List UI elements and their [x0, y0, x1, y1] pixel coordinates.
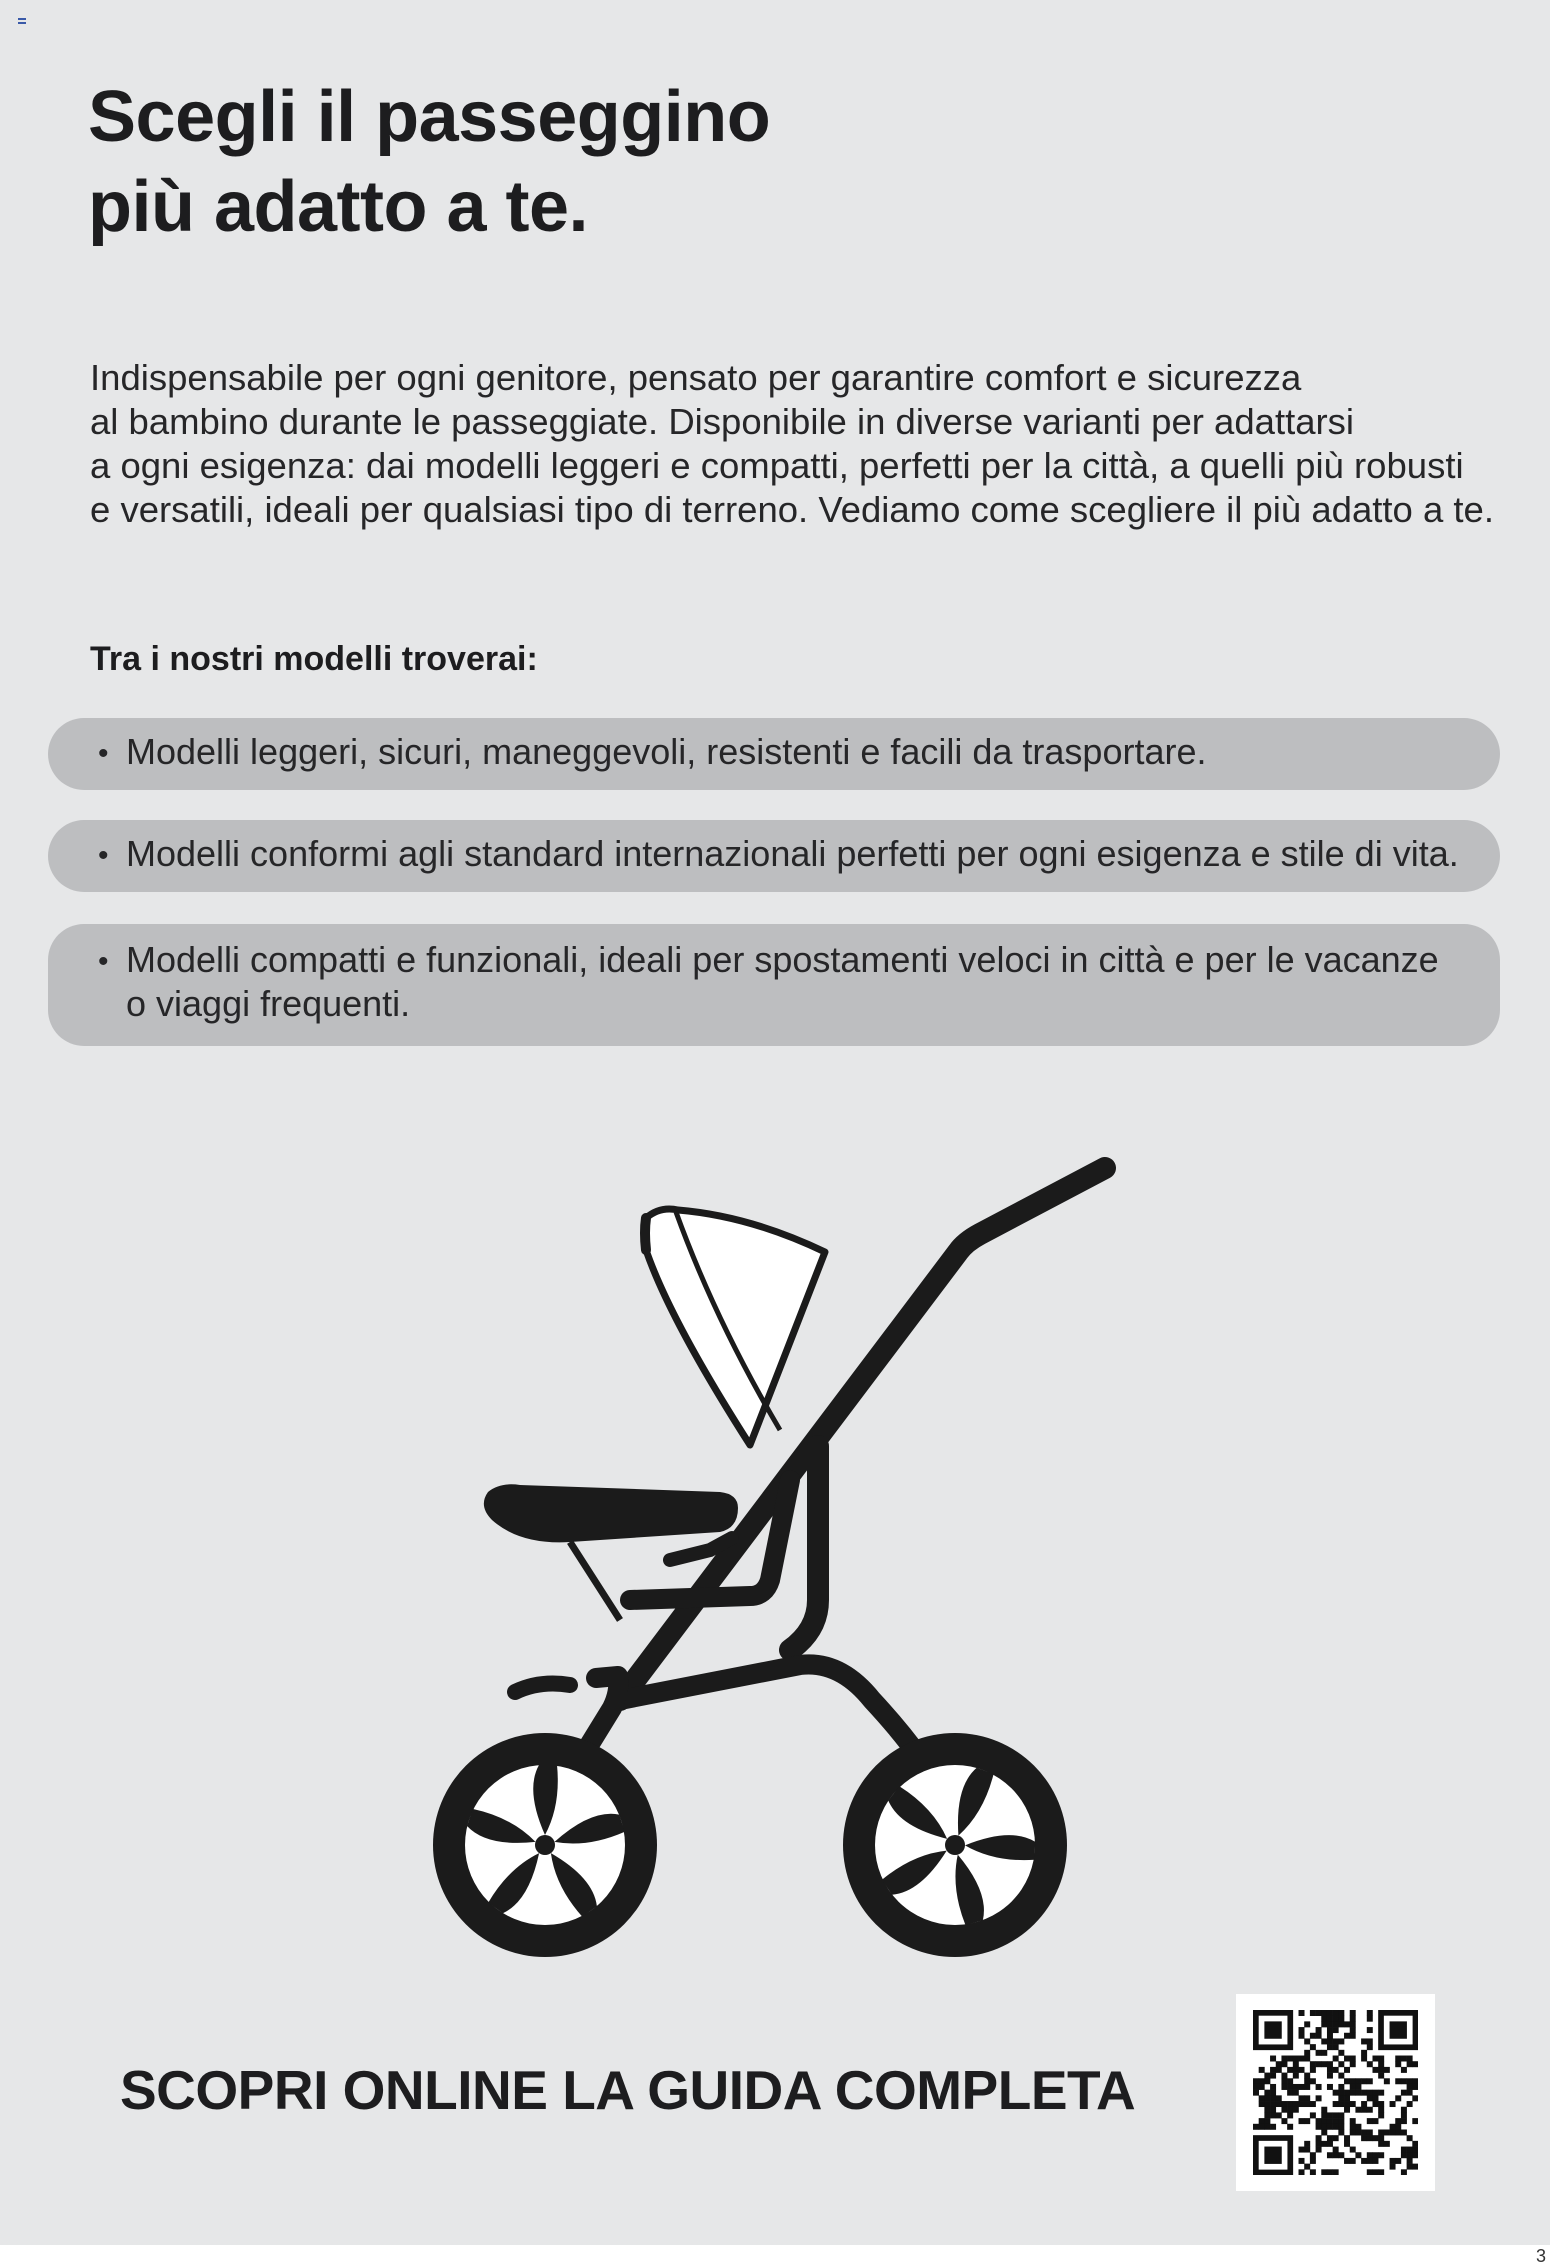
model-item-compact	[48, 924, 1500, 1046]
menu-icon	[18, 18, 26, 24]
models-heading: Tra i nostri modelli troverai:	[90, 640, 538, 678]
qr-code[interactable]	[1236, 1994, 1435, 2191]
intro-line-1: Indispensabile per ogni genitore, pensato per garantire comfort e sicurezza	[90, 357, 1302, 398]
bullet-icon: •	[98, 737, 109, 770]
page-number: 3	[1536, 2246, 1547, 2266]
intro-line-2: al bambino durante le passeggiate. Disponibile in diverse varianti per adattarsi	[90, 401, 1355, 442]
stroller-icon	[420, 1140, 1120, 1980]
model-item-text-line-1: Modelli compatti e funzionali, ideali per spostamenti veloci in città e per le vacanze	[126, 939, 1439, 980]
model-item-text-line-2: o viaggi frequenti.	[126, 983, 411, 1024]
cta-text: SCOPRI ONLINE LA GUIDA COMPLETA	[120, 2059, 1136, 2121]
model-item-text: Modelli conformi agli standard internazionali perfetti per ogni esigenza e stile di vita.	[126, 833, 1459, 874]
model-item-standards	[48, 820, 1500, 892]
intro-line-4: e versatili, ideali per qualsiasi tipo di terreno. Vediamo come scegliere il più adatto a te.	[90, 489, 1494, 530]
qr-code-icon	[1253, 2010, 1418, 2175]
page-title	[88, 72, 988, 252]
model-item-lightweight	[48, 718, 1500, 790]
model-item-text: Modelli leggeri, sicuri, maneggevoli, resistenti e facili da trasportare.	[126, 731, 1207, 772]
bullet-icon: •	[98, 945, 109, 978]
intro-paragraph	[90, 356, 1520, 532]
title-line-1: Scegli il passeggino	[88, 77, 771, 157]
title-line-2: più adatto a te.	[88, 167, 589, 247]
bullet-icon: •	[98, 839, 109, 872]
intro-line-3: a ogni esigenza: dai modelli leggeri e compatti, perfetti per la città, a quelli più robusti	[90, 445, 1464, 486]
